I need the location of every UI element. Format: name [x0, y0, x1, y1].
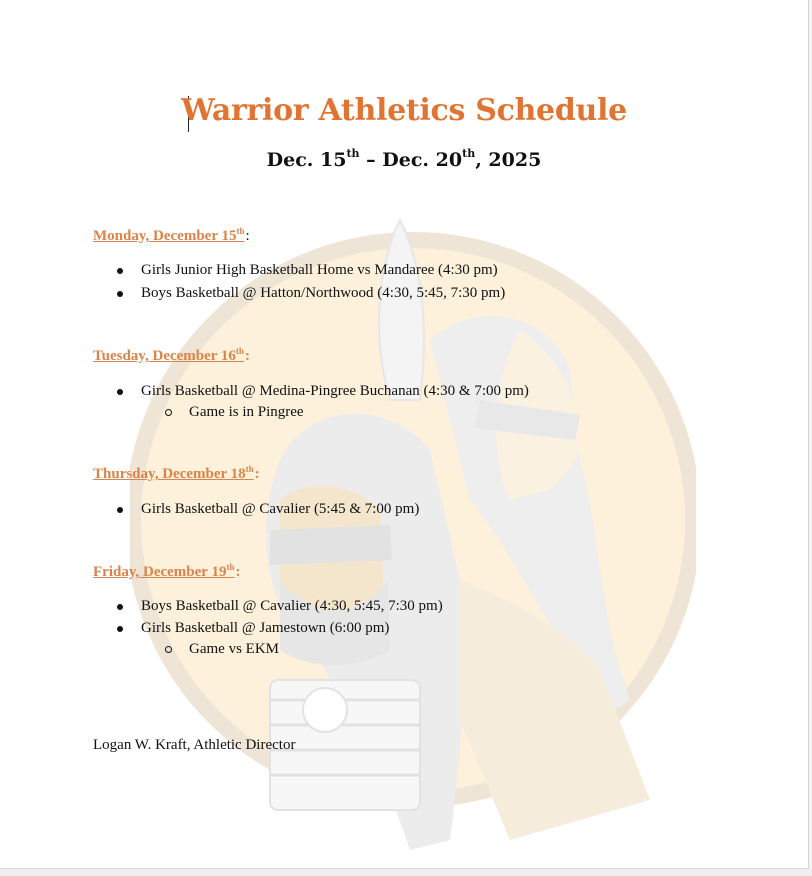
bullet-dot-icon [117, 507, 123, 513]
bullet-dot-icon [117, 604, 123, 610]
bullet-dot-icon [117, 291, 123, 297]
document-content: Warrior Athletics Schedule Dec. 15th – Dec. 20th, 2025 Monday, December 15th: Girls Junior High Basketball Home vs Mandaree (4:30 pm) Boys Basketball @ Hatton/Northwood (4:30, 5:45, 7:30 pm) Tuesday, December 16th: Girls Basketball @ Medina-Pingree Buchanan (4:30 & 7:00 pm) Game is in Pingree Thursday, December 18th: Girls Basketball @ Cavalier (5:45 & 7:00 pm) Friday, December 19th: Boys Basketball @ Cavalier (4:30, 5:45, 7:30 pm) Girls Basketball @ Jamestown (6:00 pm) Game vs EKM Logan W. Kraft, Athletic Director [0, 0, 808, 868]
bullet-circle-icon [165, 646, 172, 653]
day-heading-tuesday: Tuesday, December 16th: [93, 346, 250, 364]
bullet-dot-icon [117, 626, 123, 632]
day-heading-thursday: Thursday, December 18th: [93, 464, 260, 482]
bullet-circle-icon [165, 409, 172, 416]
document-title: Warrior Athletics Schedule [181, 93, 627, 128]
page-bottom-gutter [0, 869, 812, 876]
bullet-dot-icon [117, 268, 123, 274]
day-heading-monday: Monday, December 15th: [93, 226, 250, 244]
signature: Logan W. Kraft, Athletic Director [93, 737, 296, 753]
date-range-subtitle: Dec. 15th – Dec. 20th, 2025 [266, 147, 542, 171]
day-heading-friday: Friday, December 19th: [93, 562, 241, 580]
bullet-dot-icon [117, 389, 123, 395]
